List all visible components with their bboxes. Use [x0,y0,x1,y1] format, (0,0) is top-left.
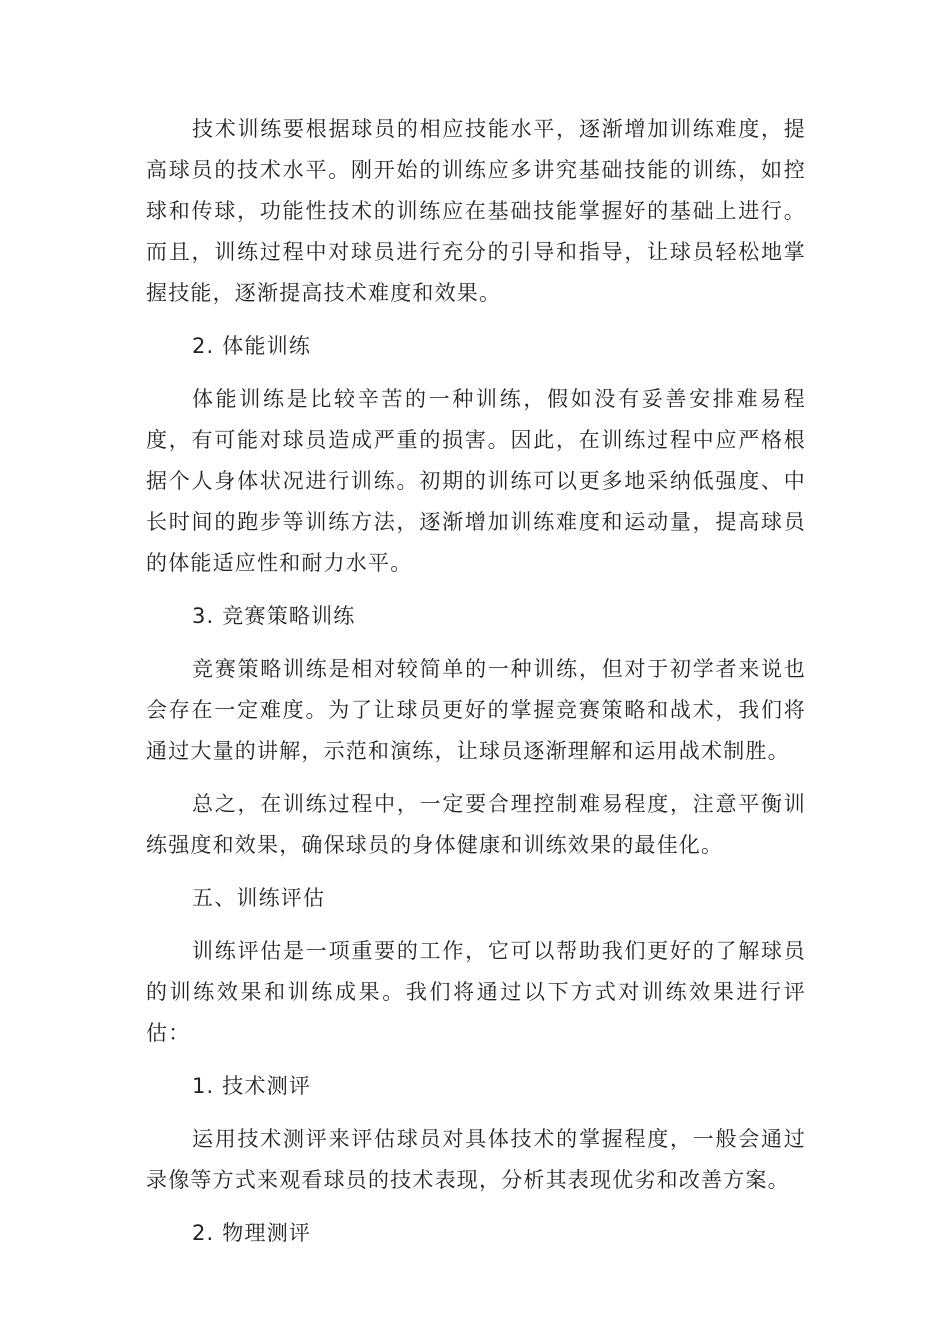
paragraph-summary: 总之，在训练过程中，一定要合理控制难易程度，注意平衡训练强度和效果，确保球员的身体健康和训练效果的最佳化。 [146,792,806,857]
document-body [146,109,806,1266]
heading-competition-strategy: 3. 竞赛策略训练 [192,604,356,628]
paragraph-competition-strategy: 竞赛策略训练是相对较简单的一种训练，但对于初学者来说也会存在一定难度。为了让球员更好的掌握竞赛策略和战术，我们将通过大量的讲解，示范和演练，让球员逐渐理解和运用战术制胜。 [146,657,806,763]
paragraph-physical-training: 体能训练是比较辛苦的一种训练，假如没有妥善安排难易程度，有可能对球员造成严重的损害。因此，在训练过程中应严格根据个人身体状况进行训练。初期的训练可以更多地采纳低强度、中长时间的跑步等训练方法，逐渐增加训练难度和运动量，提高球员的体能适应性和耐力水平。 [146,387,806,575]
paragraph-technical-training: 技术训练要根据球员的相应技能水平，逐渐增加训练难度，提高球员的技术水平。刚开始的训练应多讲究基础技能的训练，如控球和传球，功能性技术的训练应在基础技能掌握好的基础上进行。而且，训练过程中对球员进行充分的引导和指导，让球员轻松地掌握技能，逐渐提高技术难度和效果。 [146,117,806,305]
heading-training-evaluation: 五、训练评估 [192,886,326,910]
heading-physical-assessment: 2. 物理测评 [192,1221,312,1245]
paragraph-technical-assessment: 运用技术测评来评估球员对具体技术的掌握程度，一般会通过录像等方式来观看球员的技术表现，分析其表现优劣和改善方案。 [146,1127,806,1192]
paragraph-training-evaluation: 训练评估是一项重要的工作，它可以帮助我们更好的了解球员的训练效果和训练成果。我们将通过以下方式对训练效果进行评估： [146,939,806,1045]
heading-physical-training: 2. 体能训练 [192,334,312,358]
heading-technical-assessment: 1. 技术测评 [192,1074,312,1098]
